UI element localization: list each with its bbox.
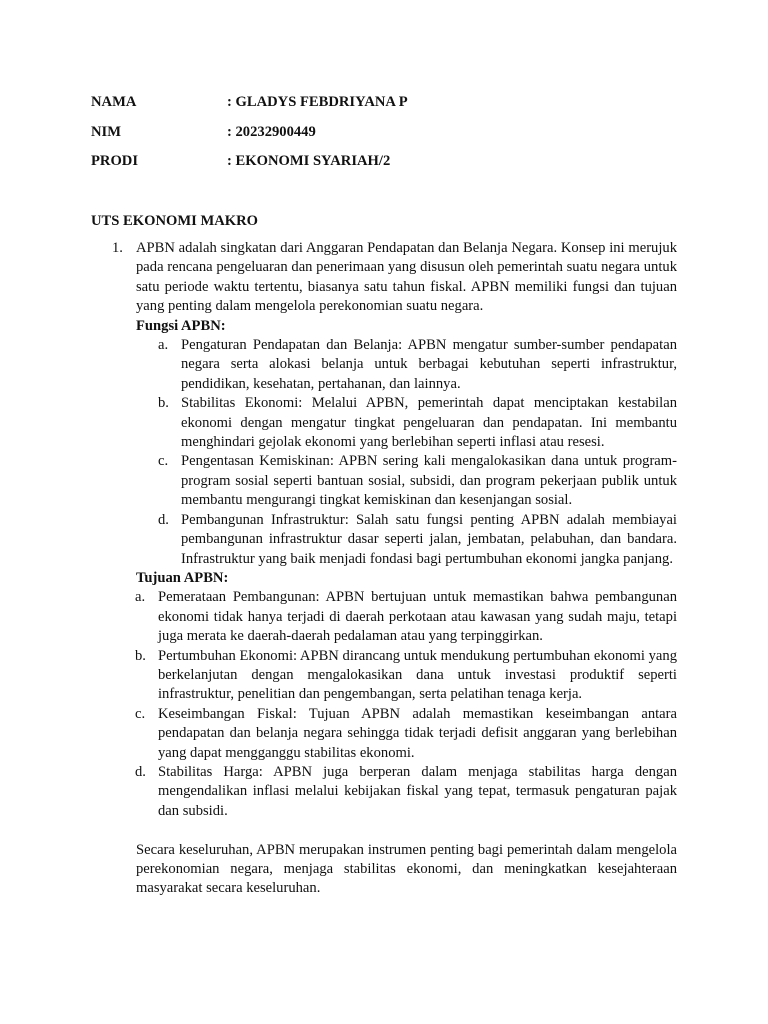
exam-title: UTS EKONOMI MAKRO: [91, 213, 259, 229]
list-item-text: Pertumbuhan Ekonomi: APBN dirancang untuk mendukung pertumbuhan ekonomi yang berkelanjutan dengan mengalokasikan dana untuk investasi produktif seperti infrastruktur, penelitian dan pengembangan, serta pelatihan tenaga kerja.: [158, 647, 677, 703]
identity-value: : 20232900449: [227, 123, 316, 140]
student-identity-block: [91, 91, 691, 180]
list-marker: b.: [158, 395, 169, 412]
identity-value: : EKONOMI SYARIAH/2: [227, 153, 391, 169]
fungsi-heading: Fungsi APBN:: [136, 317, 226, 334]
list-item-text: Keseimbangan Fiskal: Tujuan APBN adalah memastikan keseimbangan antara pendapatan dan belanja negara sehingga tidak terjadi defisit anggaran yang berlebihan yang dapat mengganggu stabilitas ekonomi.: [158, 705, 677, 761]
tujuan-list: [136, 588, 677, 821]
conclusion-paragraph: Secara keseluruhan, APBN merupakan instrumen penting bagi pemerintah dalam mengelola perekonomian negara, menjaga stabilitas ekonomi, dan meningkatkan kesejahteraan masyarakat secara keseluruhan.: [136, 841, 677, 897]
list-item: [135, 588, 677, 646]
list-item-text: Stabilitas Ekonomi: Melalui APBN, pemerintah dapat menciptakan kestabilan ekonomi dengan mengatur tingkat pengeluaran dan pendapatan. Ini membantu menghindari gejolak ekonomi yang berlebihan seperti inflasi atau resesi.: [181, 395, 677, 451]
list-item-text: Pengentasan Kemiskinan: APBN sering kali mengalokasikan dana untuk program-program sosial seperti bantuan sosial, subsidi, dan program pekerjaan publik untuk membantu mengurangi tingkat kemiskinan dan kesenjangan sosial.: [181, 453, 677, 509]
tujuan-heading: Tujuan APBN:: [136, 569, 229, 586]
item-number: 1.: [112, 240, 123, 256]
list-marker: a.: [135, 589, 146, 606]
list-item: [158, 336, 677, 394]
identity-label: NIM: [91, 123, 121, 140]
answer-item-1: [112, 239, 677, 899]
list-item-text: Pemerataan Pembangunan: APBN bertujuan untuk memastikan bahwa pembangunan ekonomi tidak hanya terjadi di daerah perkotaan atau kawasan yang sudah maju, tetapi juga merata ke daerah-daerah pedalaman atau yang terpinggirkan.: [158, 589, 677, 645]
list-item-text: Pembangunan Infrastruktur: Salah satu fungsi penting APBN adalah membiayai pembangunan infrastruktur dasar seperti jalan, jembatan, pelabuhan, dan bandara. Infrastruktur yang baik menjadi fondasi bagi pertumbuhan ekonomi jangka panjang.: [181, 511, 677, 567]
list-item: [158, 511, 677, 569]
list-item-text: Stabilitas Harga: APBN juga berperan dalam menjaga stabilitas harga dengan mengendalikan inflasi melalui kebijakan fiskal yang tepat, termasuk pengaturan pajak dan subsidi.: [158, 763, 677, 819]
list-marker: d.: [135, 763, 146, 780]
identity-value: : GLADYS FEBDRIYANA P: [227, 94, 408, 110]
identity-row-prodi: [91, 150, 691, 180]
identity-label: PRODI: [91, 153, 139, 169]
identity-label: NAMA: [91, 94, 137, 110]
list-item: [135, 647, 677, 705]
list-marker: a.: [158, 337, 169, 354]
identity-row-name: [91, 91, 691, 121]
list-marker: b.: [135, 647, 146, 664]
intro-paragraph: APBN adalah singkatan dari Anggaran Pendapatan dan Belanja Negara. Konsep ini merujuk pada rencana pengeluaran dan penerimaan yang disusun oleh pemerintah suatu negara untuk satu periode waktu tertentu, biasanya satu tahun fiskal. APBN memiliki fungsi dan tujuan yang penting dalam mengelola perekonomian suatu negara.: [136, 240, 677, 315]
list-item-text: Pengaturan Pendapatan dan Belanja: APBN mengatur sumber-sumber pendapatan negara serta alokasi belanja untuk berbagai kebutuhan seperti infrastruktur, pendidikan, kesehatan, pertahanan, dan lainnya.: [181, 337, 677, 392]
identity-row-nim: [91, 121, 691, 151]
list-item: [158, 452, 677, 510]
list-marker: c.: [158, 453, 169, 470]
fungsi-list: [136, 336, 677, 569]
list-item: [158, 394, 677, 452]
list-marker: c.: [135, 705, 146, 722]
list-item: [135, 763, 677, 821]
list-marker: d.: [158, 511, 169, 528]
list-item: [135, 705, 677, 763]
